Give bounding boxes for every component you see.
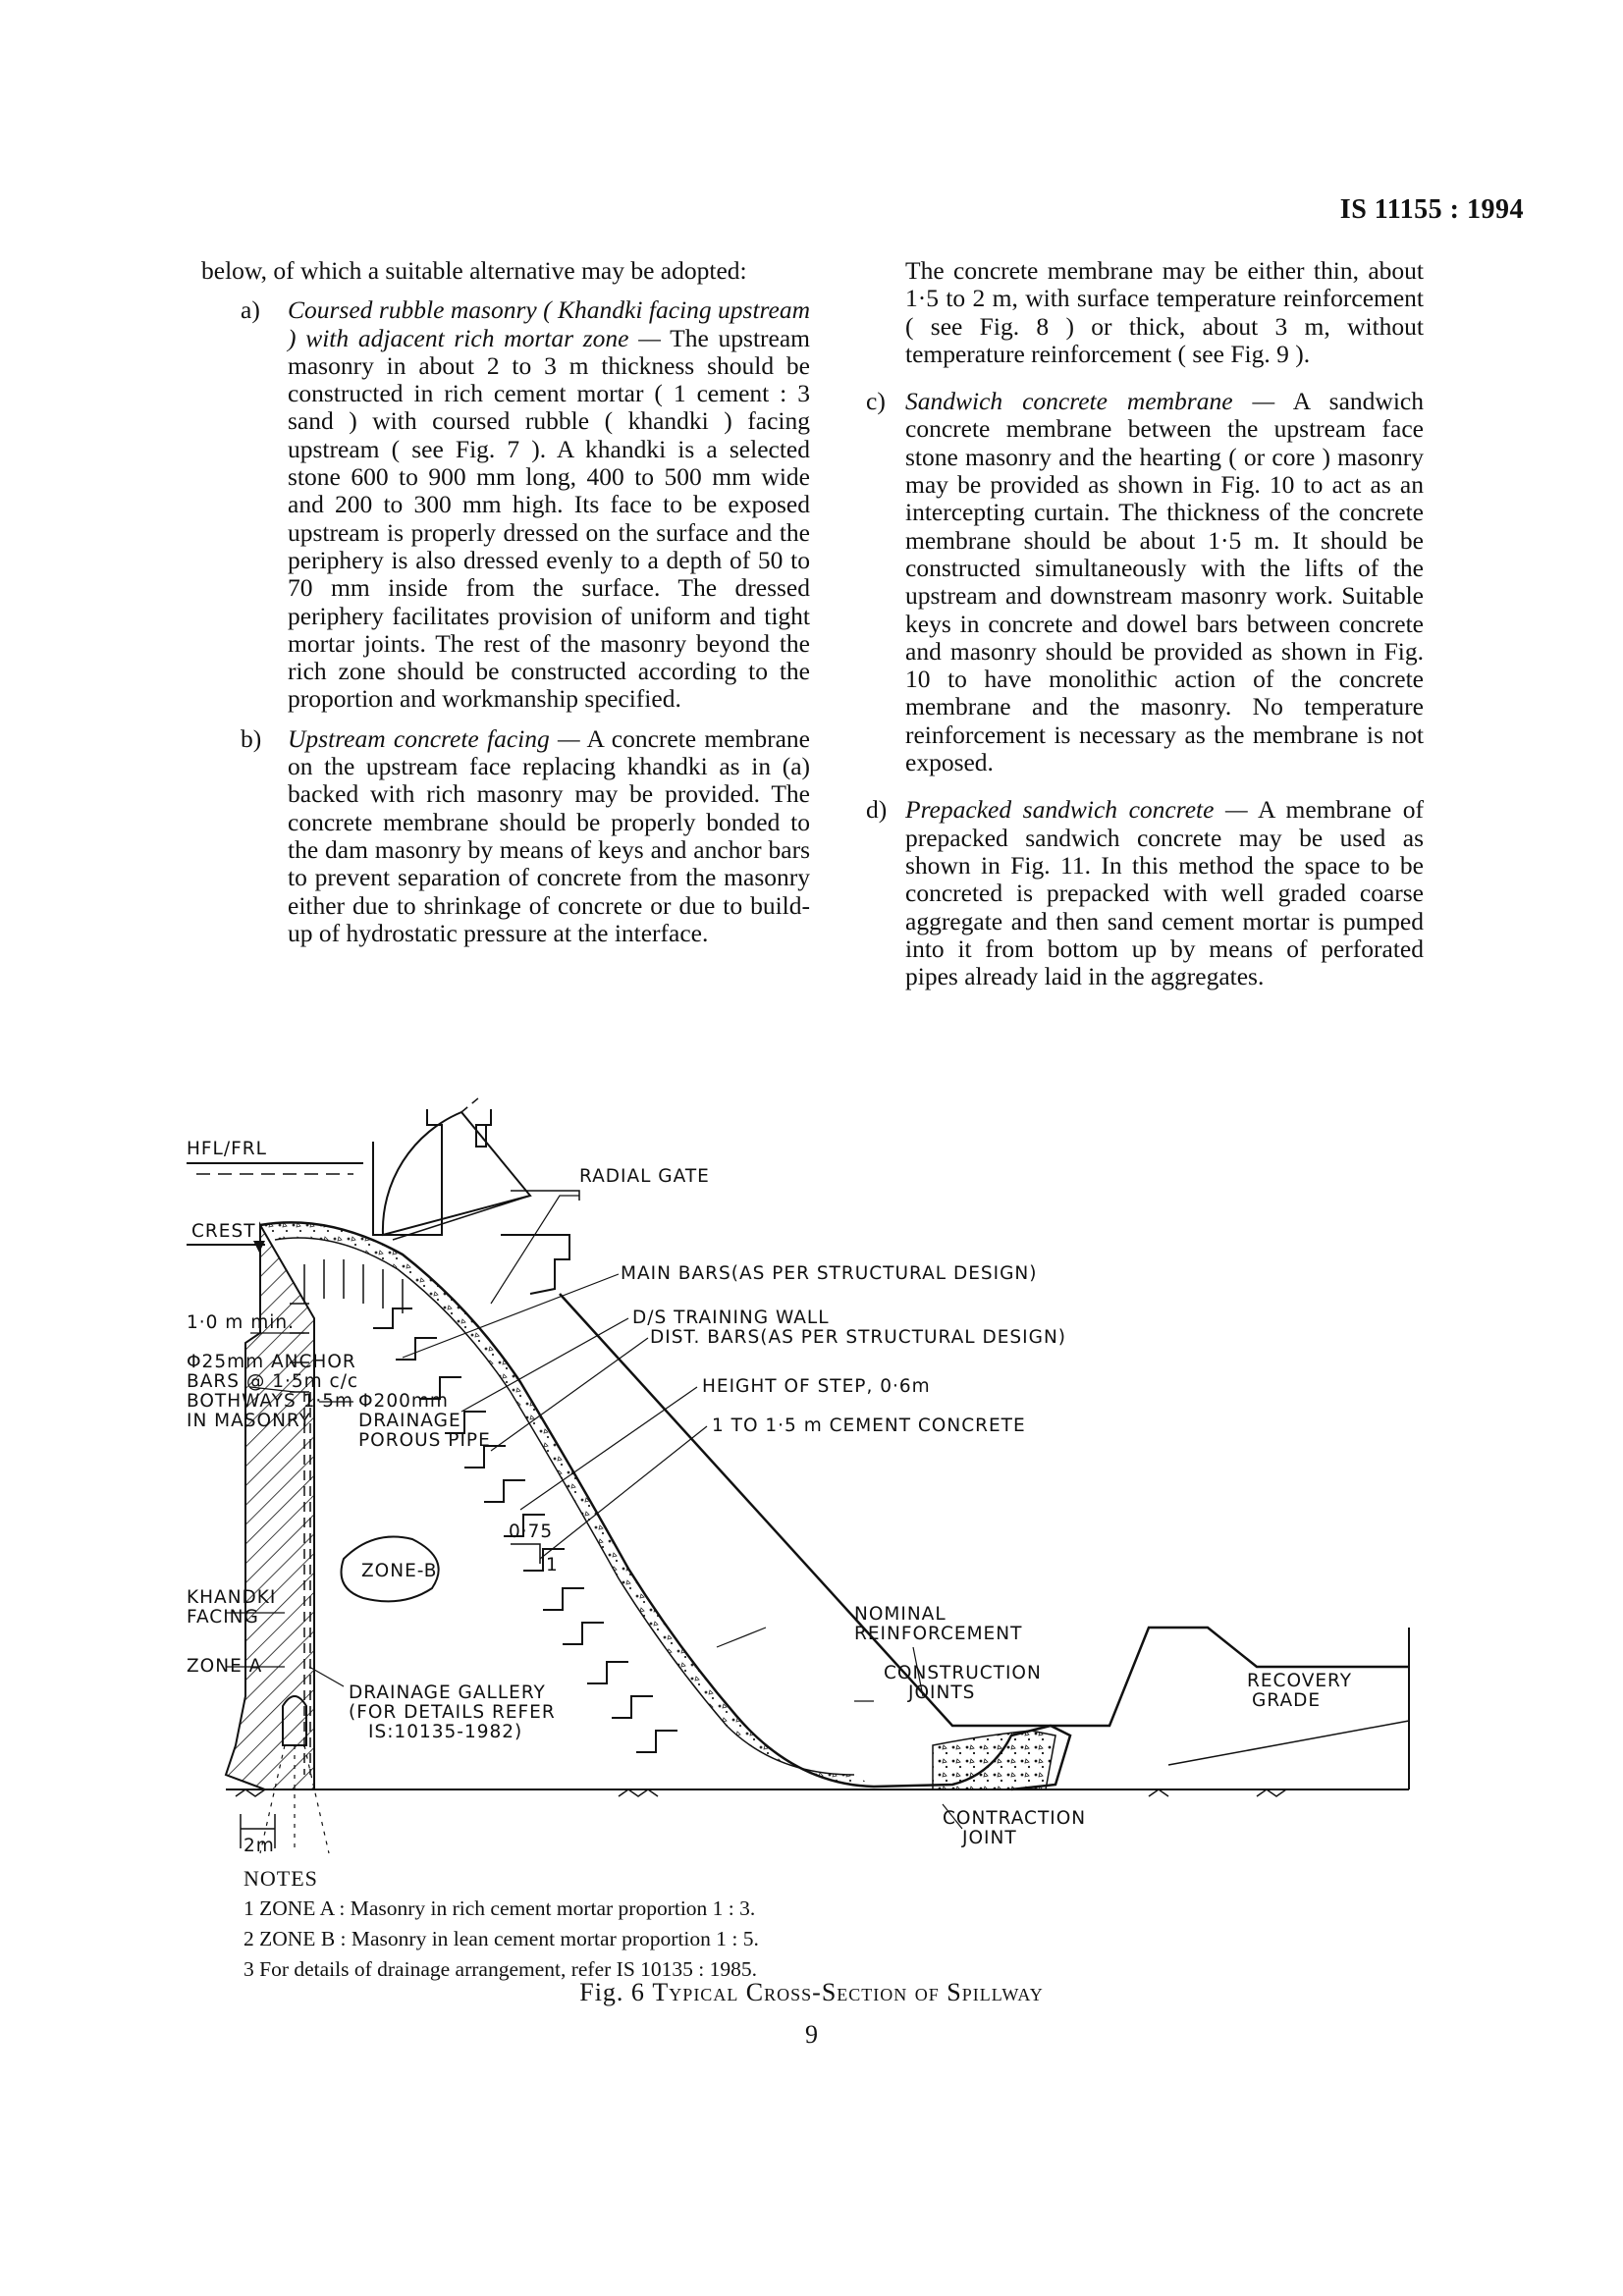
item-title: Upstream concrete facing — xyxy=(288,723,580,753)
item-title: Prepacked sandwich concrete — xyxy=(905,795,1248,825)
item-title: Sandwich concrete membrane — xyxy=(905,387,1275,416)
page-number: 9 xyxy=(805,2020,818,2049)
label-cement-concrete: 1 TO 1·5 m CEMENT CONCRETE xyxy=(712,1415,1026,1436)
label-ds-wall: D/S TRAINING WALL xyxy=(632,1308,830,1328)
item-title: Coursed rubble masonry ( Khandki facing upstream ) with adjacent rich mortar zone — xyxy=(288,295,810,352)
item-label: a) xyxy=(241,295,260,325)
label-step-height: HEIGHT OF STEP, 0·6m xyxy=(702,1376,931,1397)
note-2: 2 ZONE B : Masonry in lean cement mortar proportion 1 : 5. xyxy=(243,1927,759,1950)
label-recovery-1: RECOVERY xyxy=(1247,1671,1353,1691)
right-column xyxy=(866,256,1425,991)
list-item-d xyxy=(866,796,1424,990)
label-nominal-1: NOMINAL xyxy=(854,1604,947,1625)
label-crest: CREST xyxy=(191,1221,256,1242)
label-contraction-2: JOINT xyxy=(962,1828,1017,1848)
item-body: The upstream masonry in about 2 to 3 m thickness should be constructed in rich cement mortar ( 1 cement : 3 sand ) with coursed rubble ( khandki ) facing upstream ( see Fig. 7 ). A khandki is a selected stone 600 to 900 mm long, 400 to 500 mm wide and 200 to 300 mm high. Its face to be exposed upstream is properly dressed on the surface and the periphery is also dressed evenly to a depth of 50 to 70 mm inside from the surface. The dressed periphery facilitates provision of uniform and tight mortar joints. The rest of the masonry beyond the rich zone should be constructed according to the proportion and workmanship specified. xyxy=(288,323,810,714)
label-slope-h: 0·75 xyxy=(509,1522,554,1542)
item-label: c) xyxy=(866,387,886,416)
label-anchor-3: BOTHWAYS 1·5m xyxy=(187,1391,354,1412)
recovery-grade xyxy=(1168,1721,1409,1765)
gate-hoist-line xyxy=(393,1191,579,1240)
label-constr-2: JOINTS xyxy=(908,1682,976,1703)
notes-block xyxy=(243,1863,1029,1985)
label-nominal-2: REINFORCEMENT xyxy=(854,1624,1023,1644)
label-main-bars: MAIN BARS(AS PER STRUCTURAL DESIGN) xyxy=(621,1263,1038,1284)
khandki-facing xyxy=(226,1225,314,1789)
label-anchor-1: Φ25mm ANCHOR xyxy=(187,1352,356,1372)
label-radial-gate: RADIAL GATE xyxy=(579,1166,710,1187)
ground-hatch xyxy=(236,1789,1286,1796)
note-1: 1 ZONE A : Masonry in rich cement mortar proportion 1 : 3. xyxy=(243,1896,756,1920)
label-zone-b: ZONE-B xyxy=(361,1561,438,1581)
label-anchor-4: IN MASONRY xyxy=(187,1411,311,1431)
note-3: 3 For details of drainage arrangement, refer IS 10135 : 1985. xyxy=(243,1957,758,1981)
label-gallery-3: IS:10135-1982) xyxy=(368,1722,523,1742)
spillway-cross-section-figure xyxy=(167,1097,1463,1883)
label-two-m: 2m xyxy=(243,1836,275,1856)
label-dist-bars: DIST. BARS(AS PER STRUCTURAL DESIGN) xyxy=(650,1327,1067,1348)
caption-number: Fig. 6 xyxy=(579,1978,645,2006)
label-contraction-1: CONTRACTION xyxy=(943,1808,1087,1829)
label-min-thickness: 1·0 m min. xyxy=(187,1312,295,1333)
label-constr-1: CONSTRUCTION xyxy=(884,1663,1042,1683)
label-pipe-2: DRAINAGE xyxy=(358,1411,461,1431)
notes-heading: NOTES xyxy=(243,1866,318,1891)
list-item-c xyxy=(866,388,1424,776)
list-item-a xyxy=(201,296,810,713)
label-pipe-1: Φ200mm xyxy=(358,1391,449,1412)
label-recovery-2: GRADE xyxy=(1252,1690,1322,1711)
left-intro: below, of which a suitable alternative may be adopted: xyxy=(201,256,747,285)
item-label: d) xyxy=(866,795,888,825)
right-intro: The concrete membrane may be either thin, about 1·5 to 2 m, with surface temperature reinforcement ( see Fig. 8 ) or thick, about 3 m, without temperature reinforcement ( see Fig. 9 ). xyxy=(905,256,1424,368)
standard-number: IS 11155 : 1994 xyxy=(1339,194,1524,225)
label-gallery-2: (FOR DETAILS REFER xyxy=(349,1702,556,1723)
label-gallery-1: DRAINAGE GALLERY xyxy=(349,1682,546,1703)
spillway-drawing xyxy=(167,1097,1463,1883)
label-anchor-2: BARS @ 1·5m c/c xyxy=(187,1371,359,1392)
pier-nose xyxy=(501,1235,569,1294)
item-body: A sandwich concrete membrane between the upstream face stone masonry and the hearting ( or core ) masonry may be provided as shown in Fig. 10 to act as an intercepting curtain. The thickness of the concrete membrane should be about 1·5 m. It should be constructed simultaneously with the lifts of the upstream and downstream masonry work. Suitable keys in concrete and dowel bars between concrete and masonry should be provided as shown in Fig. 10 to have monolithic action of the concrete membrane and the masonry. No temperature reinforcement is necessary as the membrane is not exposed. xyxy=(905,387,1424,777)
label-zone-a: ZONE A xyxy=(187,1656,263,1677)
item-body: A concrete membrane on the upstream face replacing khandki as in (a) backed with rich masonry may be provided. The concrete membrane should be properly bonded to the dam masonry by means of keys and anchor bars to prevent separation of concrete from the masonry either due to shrinkage of concrete or due to build-up of hydrostatic pressure at the interface. xyxy=(288,723,810,947)
item-label: b) xyxy=(241,723,262,753)
bucket-concrete xyxy=(933,1731,1055,1789)
label-hfl: HFL/FRL xyxy=(187,1139,267,1159)
list-item-b xyxy=(201,725,810,947)
radial-gate xyxy=(383,1112,530,1235)
label-khandki-2: FACING xyxy=(187,1607,259,1628)
label-pipe-3: POROUS PIPE xyxy=(358,1430,491,1451)
left-column xyxy=(201,257,810,959)
item-body: A membrane of prepacked sandwich concrete may be used as shown in Fig. 11. In this method the space to be concreted is prepacked with well graded coarse aggregate and then sand cement mortar is pumped into it from bottom up by means of perforated pipes already laid in the aggregates. xyxy=(905,795,1425,991)
label-khandki-1: KHANDKI xyxy=(187,1587,277,1608)
label-slope-v: 1 xyxy=(546,1555,559,1575)
figure-caption xyxy=(0,1978,1623,2007)
caption-title: Typical Cross-Section of Spillway xyxy=(652,1978,1044,2006)
